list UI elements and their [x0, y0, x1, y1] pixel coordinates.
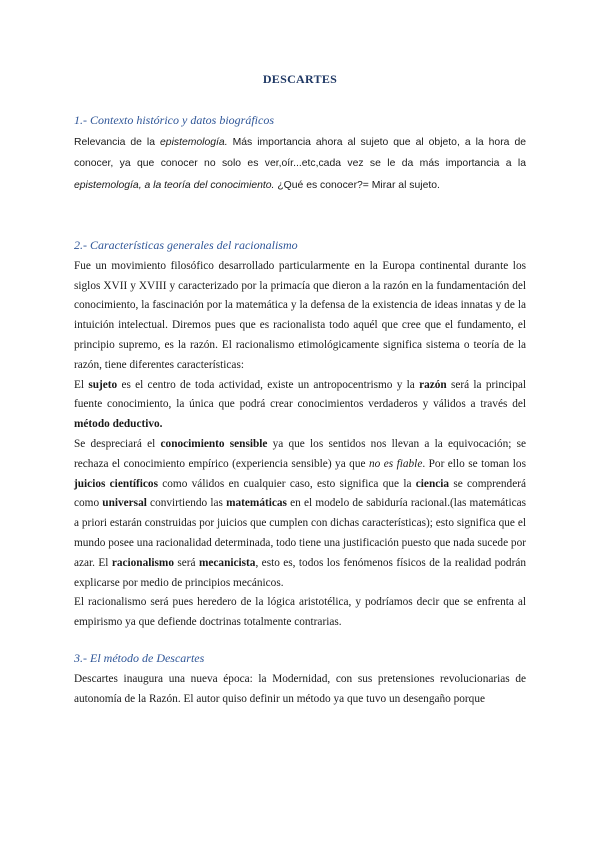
section-2-paragraph-4: El racionalismo será pues heredero de la lógica aristotélica, y podríamos decir que se enfrenta al empirismo ya que defiende doctrinas totalmente contrarias.	[74, 596, 526, 629]
section-2-paragraph-1: Fue un movimiento filosófico desarrollado particularmente en la Europa continental durante los siglos XVII y XVIII y caracterizado por la primacía que dieron a la razón en la fundamentación del conocimiento, la fascinación por la matemática y la defensa de la existencia de ideas innatas y de la intuición intelectual. Diremos pues que es racionalista todo aquél que cree que el fundamento, el principio supremo, es la razón. El racionalismo etimológicamente significa sistema o teoría de la razón, tiene diferentes características:	[74, 259, 526, 371]
section-2-heading: 2.- Características generales del racionalismo	[74, 237, 298, 252]
section-1-heading: 1.- Contexto histórico y datos biográficos	[74, 113, 274, 127]
document-title: DESCARTES	[262, 72, 338, 86]
section-2-paragraph-2: El sujeto es el centro de toda actividad, existe un antropocentrismo y la razón será la principal fuente conocimiento, la única que podrá crear conocimientos verdaderos y válidos a través del método deductivo.	[74, 378, 526, 431]
section-3-paragraph-1: Descartes inaugura una nueva época: la Modernidad, con sus pretensiones revolucionarias de autonomía de la Razón. El autor quiso definir un método ya que tuvo un desengaño porque	[74, 673, 526, 705]
section-3-heading: 3.- El método de Descartes	[74, 651, 205, 666]
spacer	[74, 633, 526, 651]
spacer	[74, 196, 526, 238]
section-2-paragraph-3: Se despreciará el conocimiento sensible ya que los sentidos nos llevan a la equivocación; se rechaza el conocimiento empírico (experiencia sensible) ya que no es fiable. Por ello se toman los juicios científicos como válidos en cualquier caso, esto significa que la ciencia se comprenderá como universal convirtiendo las matemáticas en el modelo de sabiduría racional.(las matemáticas a priori estarán construidas por juicios que cumplen con dichas características); esto significa que el mundo posee una racionalidad determinada, todo tiene una justificación puesto que nada sucede por azar. El racionalismo será mecanicista, esto es, todos los fenómenos físicos de la realidad podrán explicarse por medio de principios mecánicos.	[74, 438, 527, 589]
section-1-paragraph: Relevancia de la epistemología. Más importancia ahora al sujeto que al objeto, a la hora de conocer, ya que conocer no solo es ver,oír...etc,cada vez se le da más importancia a la epistemología, a la teoría del conocimiento. ¿Qué es conocer?= Mirar al sujeto.	[74, 137, 526, 191]
